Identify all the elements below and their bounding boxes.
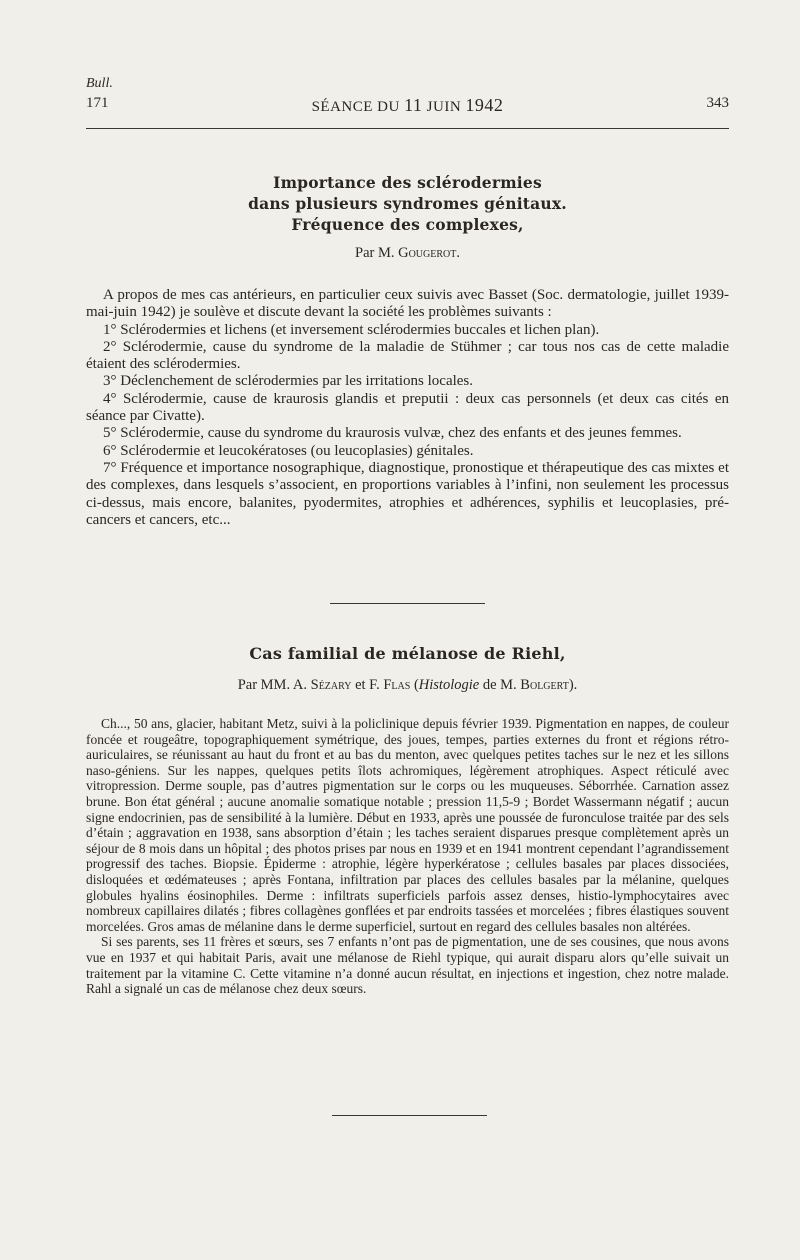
author-name: Gougerot. xyxy=(398,245,460,261)
paragraph: Ch..., 50 ans, glacier, habitant Metz, suivi à la policlinique depuis février 1939. Pigmentation en nappes, de couleur foncée et rougeâtre, topographiquement symétrique, des joues, tempes, parties externes du front et régions rétro-auriculaires, se réunissant au haut du front et au bas du menton, avec quelques petites taches sur le nez et les sillons naso-géniens. Sur les nappes, quelques petits îlots achromiques, légèrement atrophiques. Aspect réticulé avec vitropression. Derme souple, pas d’autres pigmentation sur le corps ou les muqueuses. Séborrhée. Carnation assez brune. Bon état général ; aucune anomalie somatique notable ; pression 11,5-9 ; Bordet Wassermann négatif ; aucun signe endocrinien, pas de sensibilité à la lumière. Début en 1933, après une poussée de furonculose traitée par des sels d’étain ; aggravation en 1938, sans absorption d’étain ; les taches seraient disparues presque complètement après un séjour de 8 mois dans un hôpital ; des photos prises par nous en 1939 et en 1941 montrent cependant l’agrandissement progressif des taches. Biopsie. Épiderme : atrophie, légère hyperkératose ; cellules basales par places dissociées, disloquées et œdémateuses ; après Fontana, infiltration par places des cellules basales par la mélanine, quelques globules hyalins éosinophiles. Derme : infiltrats superficiels parfois assez denses, histio-lymphocytaires avec nombreux capillaires dilatés ; fibres collagènes gonflées et par endroits tassées et morcelées ; fibres élastiques souvent morcelées. Gros amas de mélanine dans le derme superficiel, surtout en regard des cellules basales non altérées. xyxy=(86,716,729,934)
article1-title-line: Importance des sclérodermies xyxy=(273,173,542,192)
header-rule xyxy=(86,128,729,129)
byline-de: de M. xyxy=(479,677,521,693)
article1-byline xyxy=(86,245,729,262)
session-date xyxy=(86,95,729,116)
author-name: Flas xyxy=(383,677,411,693)
journal-abbrev: Bull. xyxy=(86,76,113,91)
paragraph: 7° Fréquence et importance nosographique, diagnostique, pronostique et thérapeutique des cas mixtes et des complexes, dans lesquels s’associent, en proportions variables à l’infini, non seulement les processus ci-dessus, mais encore, balanites, pyodermites, atrophies et adhérences, syphilis et leucoplasies, pré-cancers et cancers, etc... xyxy=(86,459,729,528)
article2-title: Cas familial de mélanose de Riehl, xyxy=(249,644,566,663)
author-name: Sézary xyxy=(310,677,352,693)
paragraph: 6° Sclérodermie et leucokératoses (ou leucoplasies) génitales. xyxy=(103,442,474,459)
page-number: 343 xyxy=(706,95,729,111)
running-header xyxy=(86,95,729,117)
byline-conjunction: et F. xyxy=(351,677,384,693)
paragraph: 1° Sclérodermies et lichens (et inversement sclérodermies buccales et lichen plan). xyxy=(103,321,600,338)
end-divider xyxy=(332,1115,487,1116)
article1-title xyxy=(86,172,729,235)
left-number: 171 xyxy=(86,95,109,111)
author-name: Bolgert xyxy=(520,677,569,693)
article2-byline xyxy=(86,677,729,694)
session-year: 1942 xyxy=(465,95,504,115)
paragraph: A propos de mes cas antérieurs, en particulier ceux suivis avec Basset (Soc. dermatologie, juillet 1939-mai-juin 1942) je soulève et discute devant la société les problèmes suivants : xyxy=(86,287,729,321)
histology-label: Histologie xyxy=(418,677,480,693)
byline-prefix: Par M. xyxy=(355,245,399,261)
session-label: SÉANCE DU xyxy=(311,99,405,115)
byline-end: ). xyxy=(568,677,578,693)
article1-body xyxy=(86,287,729,529)
section-divider xyxy=(330,603,485,604)
byline-paren: ( xyxy=(410,677,419,693)
byline-prefix: Par MM. A. xyxy=(237,677,311,693)
article1-title-line: Fréquence des complexes, xyxy=(291,215,524,234)
paragraph: 3° Déclenchement de sclérodermies par les irritations locales. xyxy=(103,373,474,390)
article2-body xyxy=(86,716,729,997)
paragraph: 5° Sclérodermie, cause du syndrome du kraurosis vulvæ, chez des enfants et des jeunes femmes. xyxy=(103,425,682,442)
paragraph: 4° Sclérodermie, cause de kraurosis glandis et preputii : deux cas personnels (et deux cas cités en séance par Civatte). xyxy=(86,390,729,425)
paragraph: Si ses parents, ses 11 frères et sœurs, ses 7 enfants n’ont pas de pigmentation, une de ses cousines, que nous avons vue en 1937 et qui habitait Paris, avait une mélanose de Riehl typique, qui aurait disparu alors qu’elle suivait un traitement par la vitamine C. Cette vitamine n’a donné aucun résultat, en injections et ingestion, chez notre malade. Rahl a signalé un cas de mélanose chez deux sœurs. xyxy=(86,934,729,997)
session-month: JUIN xyxy=(422,99,466,115)
session-day: 11 xyxy=(404,95,423,115)
paragraph: 2° Sclérodermie, cause du syndrome de la maladie de Stühmer ; car tous nos cas de cette maladie étaient des sclérodermies. xyxy=(86,338,729,373)
article1-title-line: dans plusieurs syndromes génitaux. xyxy=(248,194,567,213)
